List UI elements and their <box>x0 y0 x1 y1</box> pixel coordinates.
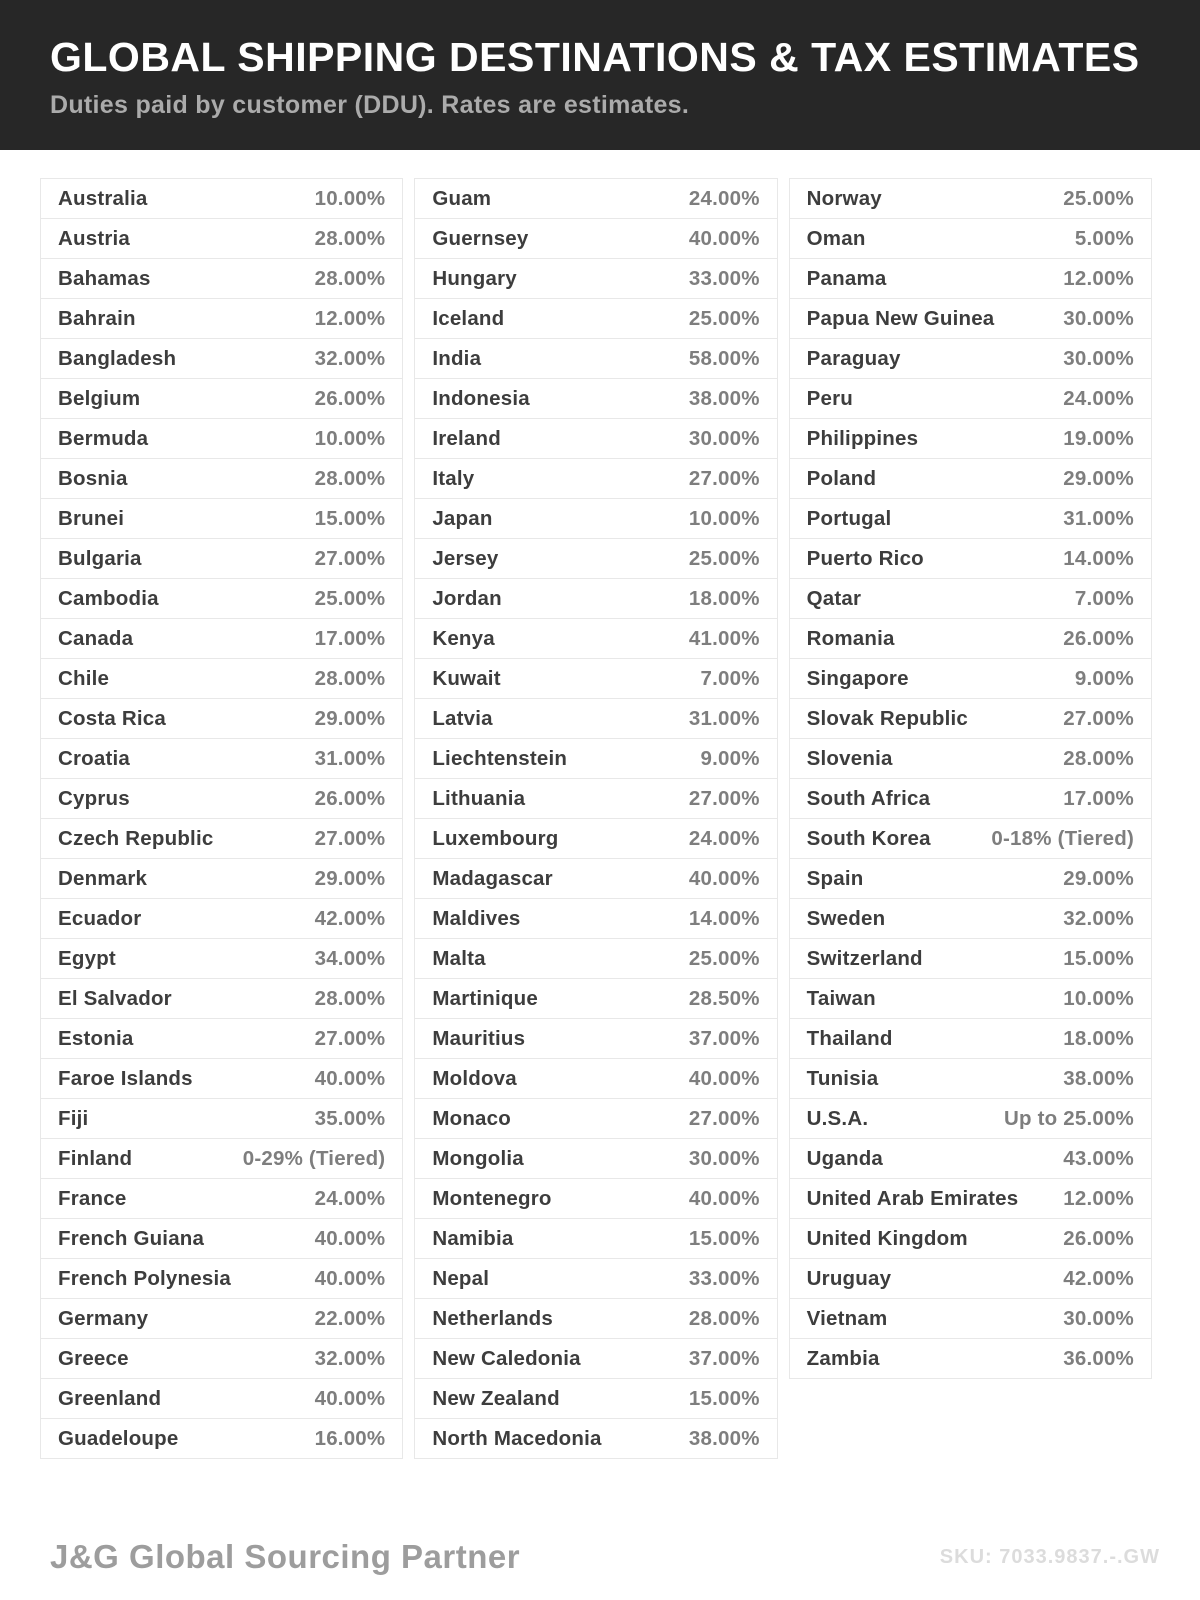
table-row <box>40 858 403 899</box>
rate-value: 27.00% <box>688 1106 760 1130</box>
country-label: Japan <box>432 506 493 530</box>
rate-value: 10.00% <box>1063 986 1134 1010</box>
country-label: Kuwait <box>432 666 501 690</box>
country-label: United Kingdom <box>806 1226 968 1250</box>
country-label: Indonesia <box>432 386 530 410</box>
rate-value: 29.00% <box>314 866 386 890</box>
country-label: Liechtenstein <box>432 746 568 770</box>
table-row <box>40 578 403 619</box>
table-row <box>414 818 777 859</box>
country-label: Netherlands <box>432 1306 554 1330</box>
country-label: French Guiana <box>58 1226 205 1250</box>
table-row <box>789 538 1152 579</box>
table-row <box>414 218 777 259</box>
rate-value: 30.00% <box>1063 1306 1134 1330</box>
rate-value: 38.00% <box>688 1426 760 1450</box>
rate-value: 40.00% <box>688 1066 760 1090</box>
rate-value: 32.00% <box>314 1346 386 1370</box>
country-label: Moldova <box>432 1066 517 1090</box>
table-row <box>414 1138 777 1179</box>
table-row <box>414 938 777 979</box>
header <box>0 0 1200 150</box>
country-label: Nepal <box>432 1266 490 1290</box>
rate-value: 33.00% <box>688 266 760 290</box>
rate-value: 0-29% (Tiered) <box>242 1146 386 1170</box>
rate-value: 18.00% <box>688 586 760 610</box>
table-row <box>40 1058 403 1099</box>
rate-value: 14.00% <box>688 906 760 930</box>
rate-value: 28.00% <box>314 266 386 290</box>
table-row <box>40 1378 403 1419</box>
country-label: Portugal <box>806 506 892 530</box>
country-label: Guadeloupe <box>58 1426 179 1450</box>
rate-value: 42.00% <box>314 906 386 930</box>
country-label: New Zealand <box>432 1386 560 1410</box>
country-label: Slovenia <box>806 746 893 770</box>
country-label: Malta <box>432 946 486 970</box>
country-label: Bermuda <box>58 426 149 450</box>
country-label: Australia <box>58 186 148 210</box>
country-label: Mauritius <box>432 1026 526 1050</box>
rate-value: 30.00% <box>688 1146 760 1170</box>
country-label: Paraguay <box>806 346 901 370</box>
country-label: Denmark <box>58 866 148 890</box>
rate-value: 38.00% <box>688 386 760 410</box>
rate-value: 25.00% <box>314 586 386 610</box>
rate-value: 27.00% <box>688 786 760 810</box>
rate-column <box>414 178 777 1459</box>
rate-value: 31.00% <box>1063 506 1134 530</box>
rate-value: 26.00% <box>314 386 386 410</box>
table-row <box>40 418 403 459</box>
country-label: Switzerland <box>806 946 923 970</box>
table-row <box>414 1258 777 1299</box>
country-label: Lithuania <box>432 786 526 810</box>
rate-value: 58.00% <box>688 346 760 370</box>
rate-value: 24.00% <box>688 186 760 210</box>
country-label: Slovak Republic <box>806 706 969 730</box>
table-row <box>40 1098 403 1139</box>
country-label: Greenland <box>58 1386 162 1410</box>
rate-value: 24.00% <box>1063 386 1134 410</box>
rate-value: 27.00% <box>314 1026 386 1050</box>
rate-value: 18.00% <box>1063 1026 1134 1050</box>
country-label: Ecuador <box>58 906 142 930</box>
rate-value: 28.50% <box>688 986 760 1010</box>
table-row <box>789 1178 1152 1219</box>
rate-value: 14.00% <box>1063 546 1134 570</box>
table-row <box>789 218 1152 259</box>
rate-value: 31.00% <box>688 706 760 730</box>
table-row <box>40 298 403 339</box>
rate-value: 28.00% <box>314 986 386 1010</box>
rate-value: 27.00% <box>688 466 760 490</box>
table-row <box>789 1018 1152 1059</box>
country-label: Belgium <box>58 386 141 410</box>
country-label: Madagascar <box>432 866 553 890</box>
table-row <box>414 538 777 579</box>
country-label: Mongolia <box>432 1146 524 1170</box>
rate-value: 31.00% <box>314 746 386 770</box>
country-label: Germany <box>58 1306 149 1330</box>
table-row <box>789 1298 1152 1339</box>
table-row <box>414 778 777 819</box>
table-row <box>789 1098 1152 1139</box>
country-label: France <box>58 1186 127 1210</box>
table-row <box>789 498 1152 539</box>
country-label: Jersey <box>432 546 499 570</box>
country-label: New Caledonia <box>432 1346 581 1370</box>
table-row <box>40 618 403 659</box>
country-label: Croatia <box>58 746 131 770</box>
table-row <box>414 1098 777 1139</box>
rate-value: 40.00% <box>688 1186 760 1210</box>
country-label: Faroe Islands <box>58 1066 193 1090</box>
table-row <box>414 458 777 499</box>
rate-value: 24.00% <box>688 826 760 850</box>
country-label: Singapore <box>806 666 909 690</box>
rate-value: 29.00% <box>314 706 386 730</box>
country-label: Thailand <box>806 1026 893 1050</box>
table-row <box>40 1178 403 1219</box>
country-label: Greece <box>58 1346 129 1370</box>
rate-value: 15.00% <box>1063 946 1134 970</box>
country-label: North Macedonia <box>432 1426 602 1450</box>
rate-value: 42.00% <box>1063 1266 1134 1290</box>
table-row <box>40 1018 403 1059</box>
country-label: South Africa <box>806 786 931 810</box>
table-row <box>414 1418 777 1459</box>
table-row <box>40 778 403 819</box>
rate-value: 28.00% <box>688 1306 760 1330</box>
table-row <box>414 298 777 339</box>
table-row <box>789 818 1152 859</box>
country-label: Oman <box>806 226 866 250</box>
country-label: Estonia <box>58 1026 134 1050</box>
table-row <box>40 378 403 419</box>
rate-value: 7.00% <box>700 666 760 690</box>
table-row <box>789 938 1152 979</box>
country-label: Tunisia <box>806 1066 879 1090</box>
table-row <box>414 378 777 419</box>
table-row <box>789 978 1152 1019</box>
country-label: Bulgaria <box>58 546 142 570</box>
rate-value: 25.00% <box>1063 186 1134 210</box>
country-label: Bangladesh <box>58 346 177 370</box>
table-row <box>789 658 1152 699</box>
table-row <box>414 178 777 219</box>
country-label: Austria <box>58 226 131 250</box>
country-label: Latvia <box>432 706 493 730</box>
table-row <box>414 1178 777 1219</box>
table-row <box>40 338 403 379</box>
table-row <box>40 458 403 499</box>
rate-value: 28.00% <box>1063 746 1134 770</box>
country-label: Luxembourg <box>432 826 559 850</box>
country-label: Canada <box>58 626 134 650</box>
country-label: Papua New Guinea <box>806 306 995 330</box>
country-label: Brunei <box>58 506 125 530</box>
country-label: Hungary <box>432 266 517 290</box>
table-row <box>40 1298 403 1339</box>
table-row <box>414 258 777 299</box>
rate-value: 15.00% <box>688 1386 760 1410</box>
table-row <box>414 978 777 1019</box>
country-label: U.S.A. <box>806 1106 869 1130</box>
rate-value: 28.00% <box>314 466 386 490</box>
rate-value: 9.00% <box>700 746 760 770</box>
country-label: United Arab Emirates <box>806 1186 1019 1210</box>
table-row <box>414 1018 777 1059</box>
table-row <box>789 1058 1152 1099</box>
rate-value: 38.00% <box>1063 1066 1134 1090</box>
country-label: Sweden <box>806 906 886 930</box>
table-row <box>789 898 1152 939</box>
country-label: Bahamas <box>58 266 151 290</box>
country-label: Uruguay <box>806 1266 892 1290</box>
table-row <box>414 698 777 739</box>
table-row <box>40 738 403 779</box>
table-row <box>414 338 777 379</box>
sku-text: SKU: 7033.9837.-.GW <box>939 1545 1160 1568</box>
table-row <box>40 538 403 579</box>
table-row <box>414 418 777 459</box>
page-subtitle: Duties paid by customer (DDU). Rates are estimates. <box>50 91 690 120</box>
rate-value: 27.00% <box>314 826 386 850</box>
country-label: Spain <box>806 866 864 890</box>
table-row <box>40 898 403 939</box>
rate-value: 28.00% <box>314 226 386 250</box>
rate-value: 30.00% <box>1063 306 1134 330</box>
country-label: Egypt <box>58 946 116 970</box>
country-label: Finland <box>58 1146 133 1170</box>
rate-value: 40.00% <box>314 1226 386 1250</box>
country-label: Vietnam <box>806 1306 888 1330</box>
rate-column <box>40 178 403 1459</box>
table-row <box>40 178 403 219</box>
table-row <box>789 1338 1152 1379</box>
table-row <box>789 618 1152 659</box>
table-row <box>40 1258 403 1299</box>
table-row <box>789 338 1152 379</box>
rate-value: 28.00% <box>314 666 386 690</box>
table-row <box>40 258 403 299</box>
table-row <box>40 498 403 539</box>
country-label: French Polynesia <box>58 1266 231 1290</box>
rates-table <box>40 178 1152 1459</box>
table-row <box>40 818 403 859</box>
rate-value: 27.00% <box>1063 706 1134 730</box>
rate-value: 0-18% (Tiered) <box>991 826 1134 850</box>
table-row <box>789 178 1152 219</box>
country-label: Bahrain <box>58 306 136 330</box>
rate-value: 17.00% <box>314 626 386 650</box>
country-label: Poland <box>806 466 877 490</box>
rate-value: 29.00% <box>1063 466 1134 490</box>
rate-value: Up to 25.00% <box>1003 1106 1134 1130</box>
table-row <box>414 1338 777 1379</box>
rate-value: 36.00% <box>1063 1346 1134 1370</box>
rate-value: 41.00% <box>688 626 760 650</box>
table-row <box>40 1138 403 1179</box>
table-row <box>414 658 777 699</box>
rate-value: 24.00% <box>314 1186 386 1210</box>
table-row <box>414 1058 777 1099</box>
country-label: Zambia <box>806 1346 880 1370</box>
rate-value: 37.00% <box>688 1026 760 1050</box>
table-row <box>414 1298 777 1339</box>
brand-text: J&G Global Sourcing Partner <box>50 1538 521 1575</box>
rate-value: 30.00% <box>688 426 760 450</box>
country-label: Philippines <box>806 426 919 450</box>
country-label: Montenegro <box>432 1186 552 1210</box>
rate-column <box>789 178 1152 1379</box>
country-label: Norway <box>806 186 882 210</box>
table-row <box>789 1258 1152 1299</box>
rate-value: 27.00% <box>314 546 386 570</box>
country-label: Fiji <box>58 1106 89 1130</box>
rate-value: 26.00% <box>314 786 386 810</box>
rate-value: 12.00% <box>1063 266 1134 290</box>
country-label: Guernsey <box>432 226 529 250</box>
rate-value: 26.00% <box>1063 626 1134 650</box>
table-row <box>414 1378 777 1419</box>
rate-value: 5.00% <box>1074 226 1134 250</box>
rate-value: 9.00% <box>1074 666 1134 690</box>
rate-value: 40.00% <box>314 1266 386 1290</box>
country-label: Guam <box>432 186 492 210</box>
country-label: Jordan <box>432 586 502 610</box>
table-row <box>789 778 1152 819</box>
rate-value: 37.00% <box>688 1346 760 1370</box>
rate-value: 12.00% <box>314 306 386 330</box>
country-label: El Salvador <box>58 986 172 1010</box>
rate-value: 10.00% <box>314 186 386 210</box>
rate-value: 10.00% <box>688 506 760 530</box>
rate-value: 35.00% <box>314 1106 386 1130</box>
country-label: Cambodia <box>58 586 159 610</box>
rate-value: 34.00% <box>314 946 386 970</box>
table-row <box>414 858 777 899</box>
table-row <box>40 698 403 739</box>
table-row <box>789 458 1152 499</box>
table-row <box>414 578 777 619</box>
rate-value: 40.00% <box>688 226 760 250</box>
rate-value: 10.00% <box>314 426 386 450</box>
table-row <box>789 298 1152 339</box>
table-row <box>40 978 403 1019</box>
rate-value: 32.00% <box>1063 906 1134 930</box>
table-row <box>40 938 403 979</box>
rate-value: 25.00% <box>688 946 760 970</box>
country-label: Puerto Rico <box>806 546 924 570</box>
country-label: Uganda <box>806 1146 884 1170</box>
table-row <box>789 378 1152 419</box>
country-label: Monaco <box>432 1106 511 1130</box>
rate-value: 40.00% <box>688 866 760 890</box>
table-row <box>789 418 1152 459</box>
country-label: Kenya <box>432 626 495 650</box>
rate-value: 30.00% <box>1063 346 1134 370</box>
table-row <box>414 498 777 539</box>
country-label: Panama <box>806 266 887 290</box>
country-label: Maldives <box>432 906 521 930</box>
rate-value: 16.00% <box>314 1426 386 1450</box>
rate-value: 25.00% <box>688 306 760 330</box>
rate-value: 29.00% <box>1063 866 1134 890</box>
table-row <box>789 738 1152 779</box>
country-label: Cyprus <box>58 786 130 810</box>
table-row <box>40 1218 403 1259</box>
footer <box>50 1538 1160 1576</box>
table-row <box>789 1138 1152 1179</box>
country-label: South Korea <box>806 826 931 850</box>
rate-value: 33.00% <box>688 1266 760 1290</box>
table-row <box>414 898 777 939</box>
rate-value: 25.00% <box>688 546 760 570</box>
table-row <box>789 698 1152 739</box>
rate-value: 43.00% <box>1063 1146 1134 1170</box>
table-row <box>414 618 777 659</box>
country-label: Costa Rica <box>58 706 166 730</box>
rate-value: 32.00% <box>314 346 386 370</box>
country-label: Italy <box>432 466 475 490</box>
table-row <box>789 578 1152 619</box>
rate-value: 22.00% <box>314 1306 386 1330</box>
rate-value: 7.00% <box>1074 586 1134 610</box>
rate-value: 40.00% <box>314 1066 386 1090</box>
country-label: Bosnia <box>58 466 128 490</box>
rate-value: 15.00% <box>314 506 386 530</box>
country-label: Czech Republic <box>58 826 214 850</box>
table-row <box>414 1218 777 1259</box>
table-row <box>40 218 403 259</box>
country-label: Namibia <box>432 1226 514 1250</box>
table-row <box>40 658 403 699</box>
table-row <box>40 1338 403 1379</box>
country-label: Iceland <box>432 306 505 330</box>
country-label: Peru <box>806 386 854 410</box>
country-label: Chile <box>58 666 110 690</box>
country-label: Taiwan <box>806 986 876 1010</box>
rate-value: 26.00% <box>1063 1226 1134 1250</box>
table-row <box>789 258 1152 299</box>
country-label: Romania <box>806 626 895 650</box>
rate-value: 40.00% <box>314 1386 386 1410</box>
rate-value: 19.00% <box>1063 426 1134 450</box>
table-row <box>414 738 777 779</box>
table-row <box>40 1418 403 1459</box>
rate-value: 15.00% <box>688 1226 760 1250</box>
country-label: Qatar <box>806 586 862 610</box>
table-row <box>789 1218 1152 1259</box>
country-label: India <box>432 346 482 370</box>
table-row <box>789 858 1152 899</box>
country-label: Ireland <box>432 426 501 450</box>
rate-value: 12.00% <box>1063 1186 1134 1210</box>
country-label: Martinique <box>432 986 538 1010</box>
page-title: GLOBAL SHIPPING DESTINATIONS & TAX ESTIMATES <box>50 34 1140 80</box>
rate-value: 17.00% <box>1063 786 1134 810</box>
